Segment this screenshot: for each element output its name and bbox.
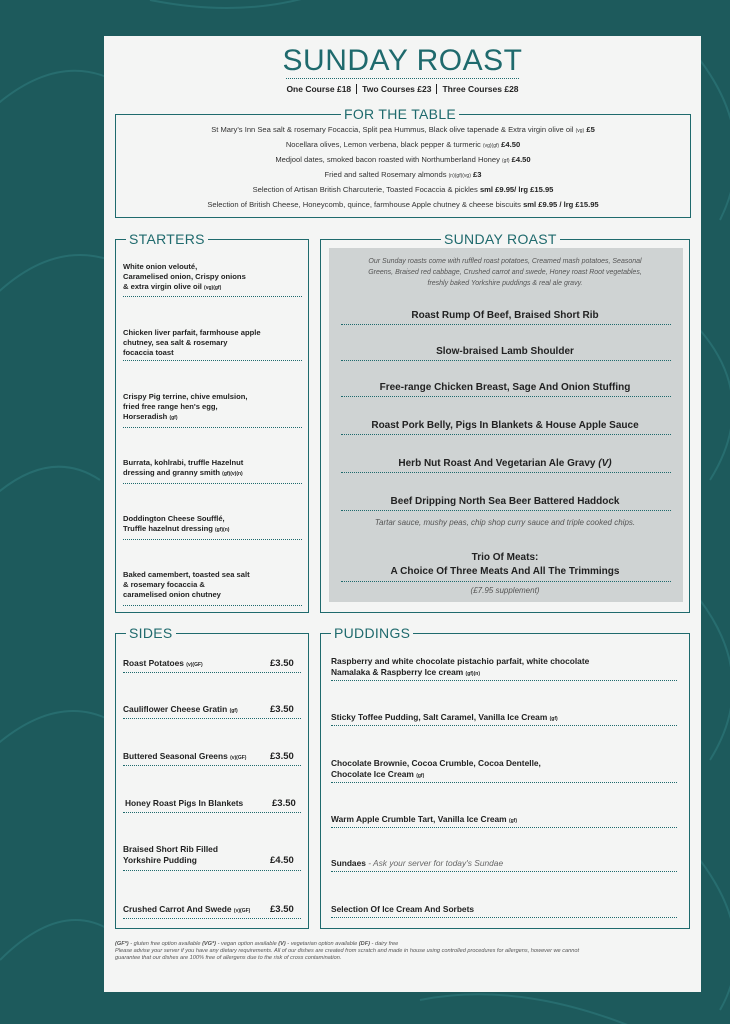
side-item	[123, 751, 246, 764]
side-price: £3.50	[270, 704, 294, 715]
puddings-heading: PUDDINGS	[331, 625, 413, 641]
dietary-tag: (n)(gf)(vg)	[448, 173, 471, 179]
pudding-line	[331, 712, 671, 725]
dietary-tag: (v)(GF)	[186, 662, 203, 668]
table-item-text: Selection of British Cheese, Honeycomb, quince, farmhouse Apple chutney & cheese biscuits	[207, 200, 524, 209]
pudding-item	[331, 758, 671, 782]
allergen-notice: Please advise your server if you have any dietary requirements. All of our dishes are created from scratch and made in house using controlled procedures for allergens, however we cannot	[115, 948, 580, 954]
starter-line	[123, 412, 296, 423]
starter-item	[123, 262, 296, 293]
dotted-divider	[341, 472, 671, 473]
pudding-text: Sticky Toffee Pudding, Salt Caramel, Vanilla Ice Cream	[331, 712, 550, 722]
pudding-line	[331, 656, 671, 667]
starters-section	[115, 231, 309, 613]
side-item	[123, 844, 218, 866]
dietary-tag: (gf)(v)(n)	[222, 471, 243, 477]
dietary-tag: (gf)(n)	[465, 671, 480, 677]
starter-line	[123, 580, 296, 590]
starter-text: Doddington Cheese Soufflé,	[123, 514, 225, 523]
dietary-tag: (gf)	[508, 818, 518, 824]
price-separator	[356, 84, 357, 94]
side-item	[123, 904, 250, 917]
pudding-item	[331, 656, 671, 680]
dotted-divider	[123, 672, 301, 673]
starter-text: dressing and granny smith	[123, 468, 223, 477]
table-item	[116, 200, 690, 209]
roast-dish-name: Beef Dripping North Sea Beer Battered Haddock	[390, 496, 620, 507]
pudding-line	[331, 858, 671, 869]
side-text: Yorkshire Pudding	[123, 855, 197, 865]
side-item	[123, 658, 203, 671]
starter-item	[123, 392, 296, 423]
menu-title: SUNDAY ROAST	[282, 44, 523, 77]
table-item	[116, 185, 690, 194]
starter-text: Caramelised onion, Crispy onions	[123, 272, 246, 281]
table-item-text: Nocellara olives, Lemon verbena, black pepper & turmeric	[285, 140, 483, 149]
starter-item	[123, 328, 296, 358]
price-separator	[436, 84, 437, 94]
dietary-key: (GF*) - gluten free option available (VG*) - vegan option available (V) - vegetarian option available (DF) - dairy free	[115, 941, 399, 947]
starter-line	[123, 272, 296, 282]
table-item-text: Selection of Artisan British Charcuterie, Toasted Focaccia & pickles	[252, 185, 480, 194]
haddock-note: Tartar sauce, mushy peas, chip shop curry sauce and triple cooked chips.	[374, 518, 636, 527]
price-three-courses: Three Courses £28	[442, 84, 519, 94]
roast-dish-name: Free-range Chicken Breast, Sage And Onion Stuffing	[379, 382, 631, 393]
starter-text: & rosemary focaccia &	[123, 580, 205, 589]
starter-item	[123, 458, 296, 479]
pudding-item	[331, 858, 671, 869]
starter-text: Burrata, kohlrabi, truffle Hazelnut	[123, 458, 244, 467]
dotted-divider	[123, 605, 302, 606]
dotted-divider	[331, 827, 677, 828]
dietary-tag: (gf)	[549, 716, 558, 722]
starter-item	[123, 570, 296, 600]
table-item-price: £3	[470, 170, 482, 179]
dotted-divider	[331, 782, 677, 783]
dotted-divider	[331, 725, 677, 726]
pudding-line	[331, 814, 671, 827]
roast-dish	[335, 458, 675, 469]
for-the-table-heading: FOR THE TABLE	[341, 106, 459, 122]
pudding-note: - Ask your server for today's Sundae	[368, 858, 504, 868]
side-line	[123, 658, 203, 671]
sides-heading: SIDES	[126, 625, 176, 641]
starter-text: fried free range hen's egg,	[123, 402, 218, 411]
starter-line	[123, 338, 296, 348]
roast-intro-line: Greens, Braised red cabbage, Crushed carrot and swede, Honey roast Root vegetables,	[368, 269, 642, 276]
starter-line	[123, 468, 296, 479]
table-item-price: sml £9.95/ lrg £15.95	[479, 185, 554, 194]
pudding-text: Sundaes	[331, 858, 369, 868]
side-item	[123, 704, 238, 717]
side-text: Cauliflower Cheese Gratin	[123, 704, 230, 714]
starter-item	[123, 514, 296, 535]
table-item	[116, 155, 690, 164]
starter-line	[123, 392, 296, 402]
dietary-tag: (gf)	[416, 773, 425, 779]
pudding-item	[331, 712, 671, 725]
dotted-divider	[123, 718, 301, 719]
side-line	[123, 855, 218, 866]
dietary-tag: (gf)(n)	[214, 527, 230, 533]
dotted-divider	[331, 871, 677, 872]
pudding-text: Namalaka & Raspberry Ice cream	[331, 667, 466, 677]
roast-dish-name: Roast Rump Of Beef, Braised Short Rib	[411, 310, 599, 321]
dietary-tag: (vg)(gf)	[204, 285, 222, 291]
pudding-text: Chocolate Ice Cream	[331, 769, 417, 779]
side-text: Crushed Carrot And Swede	[123, 904, 234, 914]
roast-dish-name: Slow-braised Lamb Shoulder	[436, 346, 574, 357]
starter-text: chutney, sea salt & rosemary	[123, 338, 228, 347]
side-line	[123, 704, 238, 717]
dotted-divider	[123, 812, 301, 813]
table-item-price: £4.50	[499, 140, 521, 149]
dietary-tag: (vg)(gf)	[482, 143, 500, 149]
dotted-divider	[123, 483, 302, 484]
trio-supplement: (£7.95 supplement)	[470, 586, 540, 595]
starter-text: Baked camembert, toasted sea salt	[123, 570, 250, 579]
side-price: £3.50	[272, 798, 296, 809]
side-text: Honey Roast Pigs In Blankets	[125, 798, 244, 808]
pudding-line	[331, 769, 671, 782]
pudding-line	[331, 758, 671, 769]
dotted-divider	[341, 324, 671, 325]
table-item-price: sml £9.95 / lrg £15.95	[523, 200, 599, 209]
dotted-divider	[341, 581, 671, 582]
puddings-section	[320, 625, 690, 929]
table-item	[116, 170, 690, 179]
price-one-course: One Course £18	[286, 84, 352, 94]
dietary-tag: (gf)	[169, 415, 178, 421]
pudding-text: Raspberry and white chocolate pistachio parfait, white chocolate	[331, 656, 590, 666]
dotted-divider	[123, 427, 302, 428]
dotted-divider	[341, 510, 671, 511]
table-item-price: £4.50	[509, 155, 531, 164]
dotted-divider	[341, 360, 671, 361]
starter-line	[123, 458, 296, 468]
roast-dish	[335, 310, 675, 321]
starter-line	[123, 524, 296, 535]
pudding-item	[331, 814, 671, 827]
side-line	[125, 798, 243, 809]
allergen-footer	[115, 941, 695, 962]
side-line	[123, 751, 246, 764]
pudding-text: Selection Of Ice Cream And Sorbets	[331, 904, 475, 914]
roast-intro-line: Our Sunday roasts come with ruffled roast potatoes, Creamed mash potatoes, Seasonal	[368, 258, 642, 265]
table-item-price: £5	[584, 125, 595, 134]
table-item-text: St Mary's Inn Sea salt & rosemary Focaccia, Split pea Hummus, Black olive tapenade & Extra virgin olive oil	[211, 125, 576, 134]
starter-text: caramelised onion chutney	[123, 590, 221, 599]
starter-text: Truffle hazelnut dressing	[123, 524, 215, 533]
starter-line	[123, 514, 296, 524]
for-the-table-section	[115, 106, 691, 218]
sides-section	[115, 625, 309, 929]
starter-text: focaccia toast	[123, 348, 174, 357]
side-price: £4.50	[270, 855, 294, 866]
pudding-text: Warm Apple Crumble Tart, Vanilla Ice Cream	[331, 814, 509, 824]
dotted-divider	[123, 539, 302, 540]
dotted-divider	[123, 765, 301, 766]
pudding-line	[331, 904, 671, 915]
starter-text: Crispy Pig terrine, chive emulsion,	[123, 392, 248, 401]
dietary-tag: (v)(GF)	[233, 908, 251, 914]
course-prices	[104, 84, 701, 94]
sunday-roast-section	[320, 231, 690, 613]
title-underline	[286, 78, 519, 79]
menu-sheet	[104, 36, 701, 992]
dietary-tag: (gf)	[229, 708, 238, 714]
side-price: £3.50	[270, 751, 294, 762]
roast-dish	[335, 496, 675, 507]
dotted-divider	[331, 680, 677, 681]
dotted-divider	[331, 917, 677, 918]
starter-line	[123, 402, 296, 412]
pudding-line	[331, 667, 671, 680]
table-item-text: Fried and salted Rosemary almonds	[324, 170, 449, 179]
side-text: Buttered Seasonal Greens	[123, 751, 231, 761]
roast-dish	[335, 382, 675, 393]
side-text: Roast Potatoes	[123, 658, 187, 668]
price-two-courses: Two Courses £23	[362, 84, 432, 94]
dotted-divider	[341, 396, 671, 397]
dotted-divider	[123, 918, 301, 919]
starter-line	[123, 262, 296, 272]
dotted-divider	[123, 870, 301, 871]
side-price: £3.50	[270, 658, 294, 669]
table-item	[116, 140, 690, 149]
starters-heading: STARTERS	[126, 231, 208, 247]
side-item	[125, 798, 243, 809]
starter-text: & extra virgin olive oil	[123, 282, 205, 291]
starter-line	[123, 282, 296, 293]
starter-line	[123, 328, 296, 338]
side-line	[123, 844, 218, 855]
dietary-tag: (gf)	[502, 158, 510, 164]
roast-dish	[335, 346, 675, 357]
table-item-text: Medjool dates, smoked bacon roasted with Northumberland Honey	[275, 155, 503, 164]
starter-line	[123, 348, 296, 358]
starter-text: White onion velouté,	[123, 262, 198, 271]
roast-dish	[335, 420, 675, 431]
starter-text: Chicken liver parfait, farmhouse apple	[123, 328, 261, 337]
pudding-item	[331, 904, 671, 915]
dietary-tag: (vg)	[575, 128, 585, 134]
side-text: Braised Short Rib Filled	[123, 844, 218, 854]
starter-line	[123, 590, 296, 600]
roast-intro	[335, 256, 675, 289]
dietary-tag: (v)(GF)	[230, 755, 247, 761]
side-line	[123, 904, 250, 917]
roast-dish-name: Roast Pork Belly, Pigs In Blankets & House Apple Sauce	[371, 420, 639, 431]
trio-subtitle: A Choice Of Three Meats And All The Trimmings	[390, 566, 620, 577]
trio-title: Trio Of Meats:	[471, 552, 539, 563]
roast-dish-name: Herb Nut Roast And Vegetarian Ale Gravy	[398, 458, 599, 469]
dotted-divider	[123, 296, 302, 297]
roast-intro-line: freshly baked Yorkshire puddings & real ale gravy.	[427, 280, 583, 287]
dotted-divider	[123, 360, 302, 361]
allergen-notice: guarantee that our dishes are 100% free of allergens due to the risk of cross contamination.	[115, 955, 342, 961]
side-price: £3.50	[270, 904, 294, 915]
starter-text: Horseradish	[123, 412, 170, 421]
pudding-text: Chocolate Brownie, Cocoa Crumble, Cocoa Dentelle,	[331, 758, 541, 768]
vegetarian-tag: (V)	[598, 458, 612, 469]
sunday-roast-heading: SUNDAY ROAST	[441, 231, 560, 247]
starter-line	[123, 570, 296, 580]
dotted-divider	[341, 434, 671, 435]
table-item	[116, 125, 690, 134]
